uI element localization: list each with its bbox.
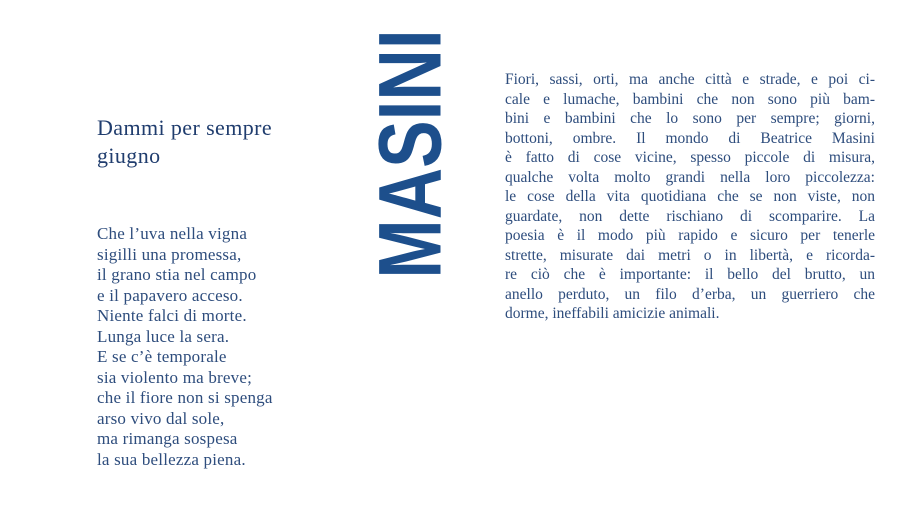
poem-line: il grano stia nel campo <box>97 265 257 284</box>
author-spine-text: MASINI <box>359 29 460 279</box>
author-description-line: è fatto di cose vicine, spesso piccole di misura, <box>505 149 875 166</box>
book-title-line: Dammi per sempre <box>97 115 273 140</box>
author-description-line: bottoni, ombre. Il mondo di Beatrice Masini <box>505 129 875 147</box>
poem-line: ma rimanga sospesa <box>97 429 238 448</box>
poem-line: sigilli una promessa, <box>97 244 242 264</box>
poem-text <box>97 224 367 470</box>
poem-line: Lunga luce la sera. <box>97 326 230 346</box>
poem-line: e il papavero acceso. <box>97 285 243 305</box>
author-description-line: dorme, ineffabili amicizie animali. <box>505 305 720 322</box>
author-description-line: re ciò che è importante: il bello del brutto, un <box>505 266 875 283</box>
author-description-line: Fiori, sassi, orti, ma anche città e strade, e poi ci- <box>505 71 875 88</box>
author-description-line: le cose della vita quotidiana che se non viste, non <box>505 188 875 205</box>
author-description-line: guardate, non dette rischiano di scomparire. La <box>505 207 875 225</box>
author-description-line: poesia è il modo più rapido e sicuro per tenerle <box>505 227 875 244</box>
poem-line: Che l’uva nella vigna <box>97 224 248 243</box>
book-title <box>97 114 367 170</box>
author-description-line: strette, misurate dai metri o in libertà, e ricorda- <box>505 246 875 264</box>
book-title-line: giugno <box>97 143 161 168</box>
poem-line: E se c’è temporale <box>97 347 227 366</box>
poem-line: la sua bellezza piena. <box>97 449 246 469</box>
poem-line: sia violento ma breve; <box>97 367 252 387</box>
author-description-line: qualche volta molto grandi nella loro piccolezza: <box>505 168 875 186</box>
poem-line: Niente falci di morte. <box>97 306 247 325</box>
poem-line: che il fiore non si spenga <box>97 388 273 407</box>
author-description-line: bini e bambini che lo sono per sempre; giorni, <box>505 110 875 127</box>
author-description-line: cale e lumache, bambini che non sono più bam- <box>505 90 875 108</box>
author-description-line: anello perduto, un filo d’erba, un guerriero che <box>505 285 875 303</box>
poem-line: arso vivo dal sole, <box>97 408 225 428</box>
author-description-text <box>505 70 875 324</box>
